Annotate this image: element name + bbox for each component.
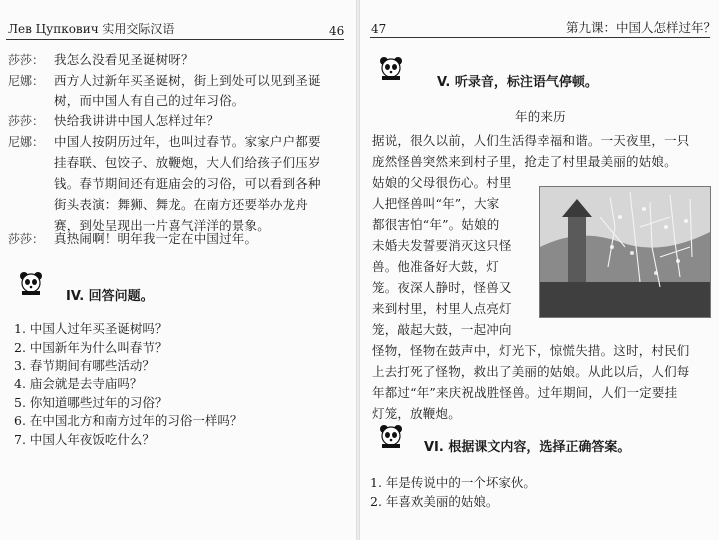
list-item: 1. 年是传说中的一个坏家伙。: [370, 475, 536, 490]
passage-line: 灯笼，放鞭炮。: [372, 406, 461, 421]
passage-line: 兽。他准备好大鼓，灯: [372, 259, 500, 274]
left-page-number: 46: [329, 24, 345, 38]
dialogue-line: 树，而中国人有自己的过年习俗。: [54, 93, 245, 108]
panda-icon: [378, 55, 404, 81]
panda-icon: [18, 270, 44, 296]
dialogue-line: 赛，到处呈现出一片喜气洋洋的景象。: [54, 218, 270, 233]
list-item: 6. 在中国北方和南方过年的习俗一样吗？: [14, 413, 243, 428]
speaker-label: 尼娜：: [8, 135, 45, 149]
photo-illustration: [540, 187, 710, 317]
dialogue-line: 我怎么没看见圣诞树呀？: [54, 52, 194, 67]
passage-line: 都很害怕“年”。姑娘的: [372, 217, 500, 232]
right-header-text: 第九课：中国人怎样过年？: [566, 20, 717, 35]
dialogue-line: 快给我讲讲中国人怎样过年？: [54, 113, 220, 128]
passage-line: 人把怪兽叫“年”，大家: [372, 196, 500, 211]
passage-line: 姑娘的父母很伤心。村里: [372, 175, 512, 190]
book-spine: [356, 0, 360, 540]
passage-line: 上去打死了怪物，救出了美丽的姑娘。从此以后，人们每: [372, 364, 690, 379]
list-item: 2. 中国新年为什么叫春节？: [14, 340, 168, 355]
passage-line: 笼，敲起大鼓，一起冲向: [372, 322, 512, 337]
passage-line: 怪物，怪物在鼓声中，灯光下，惊慌失措。这时，村民们: [372, 343, 690, 358]
list-item: 4. 庙会就是去寺庙吗？: [14, 376, 143, 391]
list-item: 3. 春节期间有哪些活动？: [14, 358, 155, 373]
speaker-label: 莎莎：: [8, 114, 45, 128]
new-year-photo: [539, 186, 711, 318]
passage-line: 据说，很久以前，人们生活得幸福和谐。一天夜里，一只: [372, 133, 690, 148]
dialogue-line: 街头表演：舞狮、舞龙。在南方还要举办龙舟: [54, 197, 309, 212]
dialogue-line: 钱。春节期间还有逛庙会的习俗，可以看到各种: [54, 176, 321, 191]
right-header-rule: [370, 37, 710, 38]
dialogue-line: 中国人按阴历过年，也叫过春节。家家户户都要: [54, 134, 321, 149]
section-4-title: IV. 回答问题。: [66, 289, 154, 304]
list-item: 5. 你知道哪些过年的习俗？: [14, 395, 168, 410]
speaker-label: 尼娜：: [8, 74, 45, 88]
left-header-rule: [6, 39, 344, 40]
passage-line: 来到村里，村里人点亮灯: [372, 301, 512, 316]
list-item: 2. 年喜欢美丽的姑娘。: [370, 494, 499, 509]
list-item: 7. 中国人年夜饭吃什么？: [14, 432, 155, 447]
dialogue-line: 真热闹啊！明年我一定在中国过年。: [54, 231, 258, 246]
passage-line: 未婚夫发誓要消灭这只怪: [372, 238, 512, 253]
speaker-label: 莎莎：: [8, 53, 45, 67]
passage-line: 庞然怪兽突然来到村子里，抢走了村里最美丽的姑娘。: [372, 154, 677, 169]
dialogue-line: 西方人过新年买圣诞树，街上到处可以见到圣诞: [54, 73, 321, 88]
dialogue-line: 挂春联、包饺子、放鞭炮，大人们给孩子们压岁: [54, 155, 321, 170]
speaker-label: 莎莎：: [8, 232, 45, 246]
right-page-number: 47: [371, 22, 387, 36]
left-header-text: Лев Цупкович 实用交际汉语: [8, 22, 175, 36]
panda-icon: [378, 423, 404, 449]
passage-title: 年的来历: [515, 109, 566, 124]
passage-line: 年都过“年”来庆祝战胜怪兽。过年期间，人们一定要挂: [372, 385, 678, 400]
list-item: 1. 中国人过年买圣诞树吗？: [14, 321, 168, 336]
passage-line: 笼。夜深人静时，怪兽又: [372, 280, 512, 295]
section-5-title: V. 听录音，标注语气停顿。: [437, 75, 598, 90]
section-6-title: VI. 根据课文内容，选择正确答案。: [424, 440, 631, 455]
